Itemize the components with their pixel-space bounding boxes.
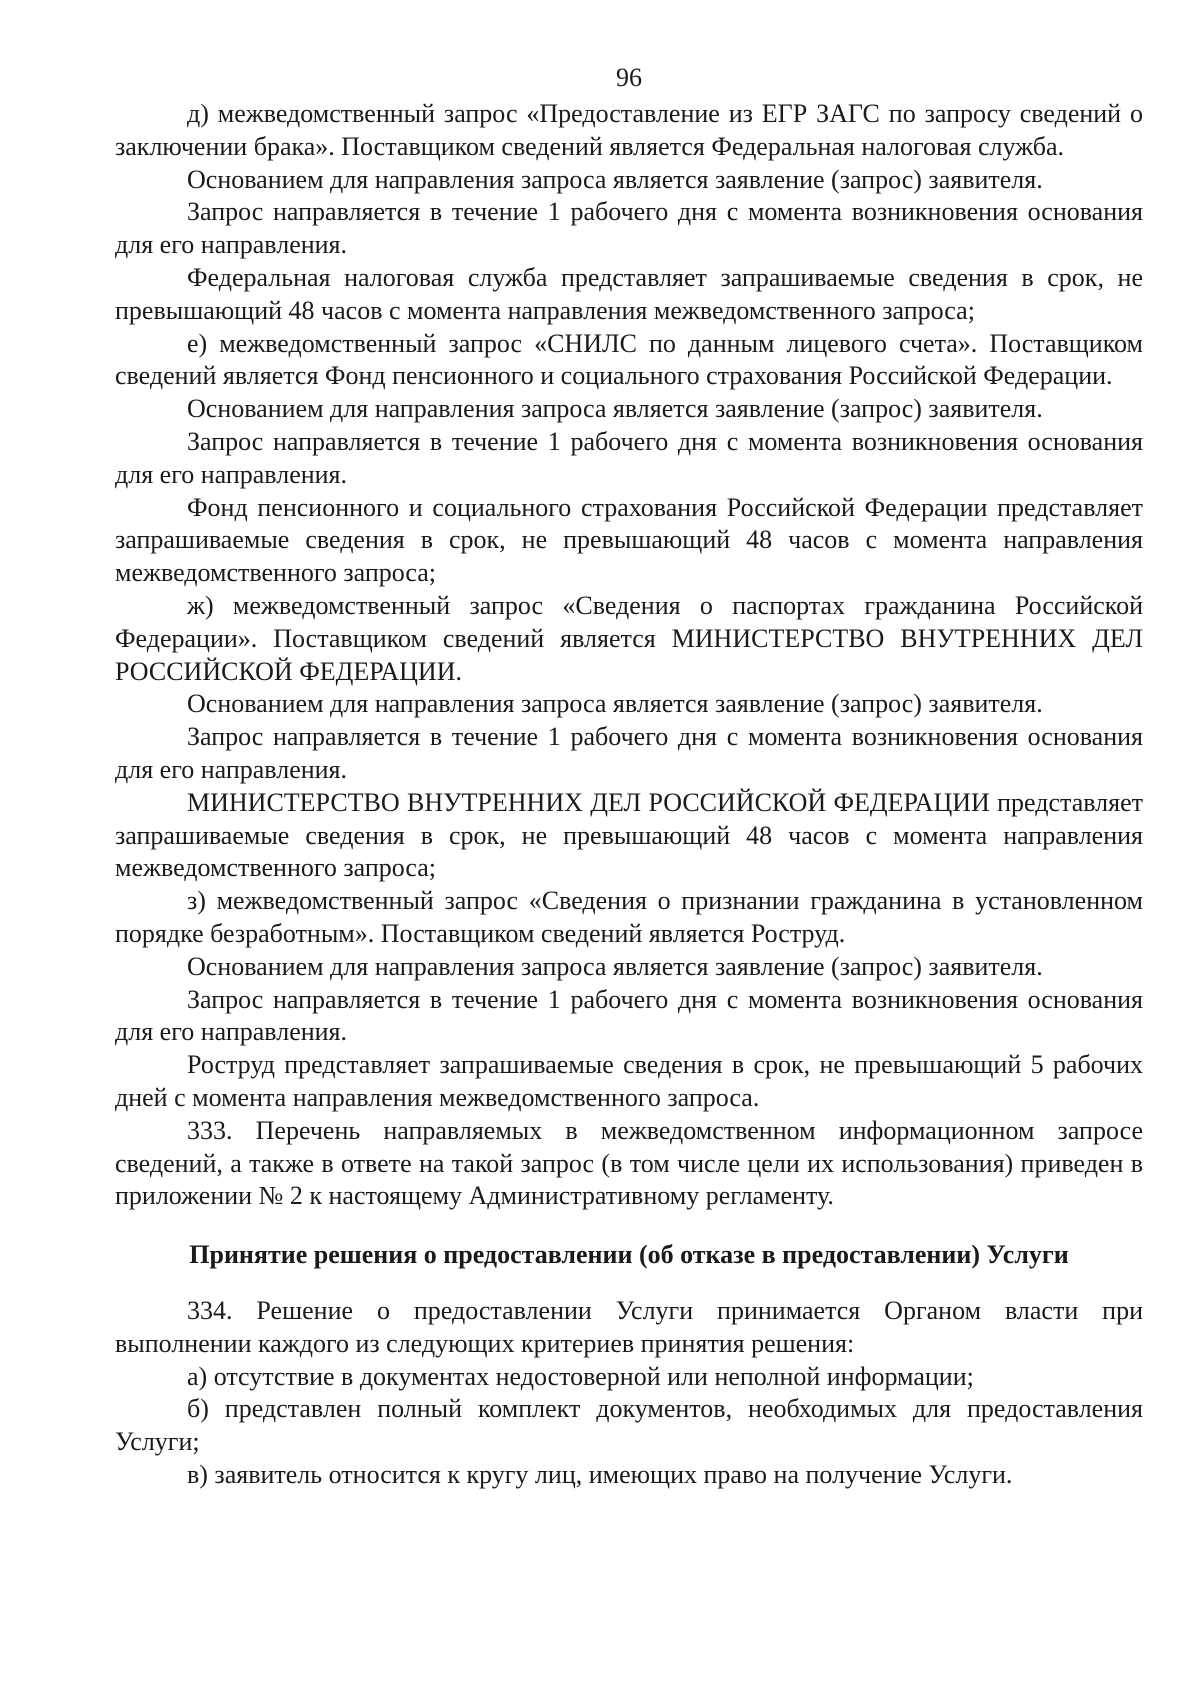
section-heading: Принятие решения о предоставлении (об отказе в предоставлении) Услуги — [189, 1240, 1069, 1270]
criterion-b: б) представлен полный комплект документов, необходимых для предоставления Услуги; — [115, 1394, 1143, 1457]
paragraph-334: 334. Решение о предоставлении Услуги принимается Органом власти при выполнении каждого из следующих критериев принятия решения: — [115, 1296, 1143, 1358]
paragraph-zh-request: ж) межведомственный запрос «Сведения о паспортах гражданина Российской Федерации». Поставщиком сведений является МИНИСТЕРСТВО ВНУТРЕННИХ ДЕЛ РОССИЙСКОЙ ФЕДЕРАЦИИ. — [115, 590, 1143, 686]
paragraph-basis: Основанием для направления запроса является заявление (запрос) заявителя. — [187, 689, 1043, 719]
text-block-before — [115, 98, 1143, 1213]
paragraph-sfr-deadline: Фонд пенсионного и социального страхования Российской Федерации представляет запрашиваемые сведения в срок, не превышающий 48 часов с момента направления межведомственного запроса; — [115, 492, 1143, 588]
paragraph-basis: Основанием для направления запроса является заявление (запрос) заявителя. — [187, 394, 1043, 424]
criterion-v: в) заявитель относится к кругу лиц, имеющих право на получение Услуги. — [187, 1460, 1013, 1490]
paragraph-d-request: д) межведомственный запрос «Предоставление из ЕГР ЗАГС по запросу сведений о заключении брака». Поставщиком сведений является Федеральная налоговая служба. — [115, 99, 1143, 161]
paragraph-fns-deadline: Федеральная налоговая служба представляет запрашиваемые сведения в срок, не превышающий 48 часов с момента направления межведомственного запроса; — [115, 262, 1143, 325]
paragraph-timing: Запрос направляется в течение 1 рабочего дня с момента возникновения основания для его направления. — [115, 426, 1143, 489]
paragraph-timing: Запрос направляется в течение 1 рабочего дня с момента возникновения основания для его направления. — [115, 984, 1143, 1047]
paragraph-basis: Основанием для направления запроса является заявление (запрос) заявителя. — [187, 164, 1043, 194]
page-number: 96 — [616, 63, 642, 92]
paragraph-mvd-deadline: МИНИСТЕРСТВО ВНУТРЕННИХ ДЕЛ РОССИЙСКОЙ ФЕДЕРАЦИИ представляет запрашиваемые сведения в срок, не превышающий 48 часов с момента направления межведомственного запроса; — [115, 787, 1143, 883]
text-block-after — [115, 1295, 1143, 1492]
paragraph-basis: Основанием для направления запроса является заявление (запрос) заявителя. — [187, 951, 1043, 981]
paragraph-z-request: з) межведомственный запрос «Сведения о признании гражданина в установленном порядке безработным». Поставщиком сведений является Роструд. — [115, 886, 1143, 948]
paragraph-timing: Запрос направляется в течение 1 рабочего дня с момента возникновения основания для его направления. — [115, 722, 1143, 784]
paragraph-333: 333. Перечень направляемых в межведомственном информационном запросе сведений, а также в ответе на такой запрос (в том числе цели их использования) приведен в приложении № 2 к настоящему Административному регламенту. — [115, 1115, 1143, 1211]
paragraph-rostrud-deadline: Роструд представляет запрашиваемые сведения в срок, не превышающий 5 рабочих дней с момента направления межведомственного запроса. — [115, 1050, 1143, 1112]
paragraph-timing: Запрос направляется в течение 1 рабочего дня с момента возникновения основания для его направления. — [115, 197, 1143, 260]
criterion-a: а) отсутствие в документах недостоверной или неполной информации; — [187, 1361, 974, 1391]
paragraph-e-request: е) межведомственный запрос «СНИЛС по данным лицевого счета». Поставщиком сведений является Фонд пенсионного и социального страхования Российской Федерации. — [115, 328, 1143, 391]
